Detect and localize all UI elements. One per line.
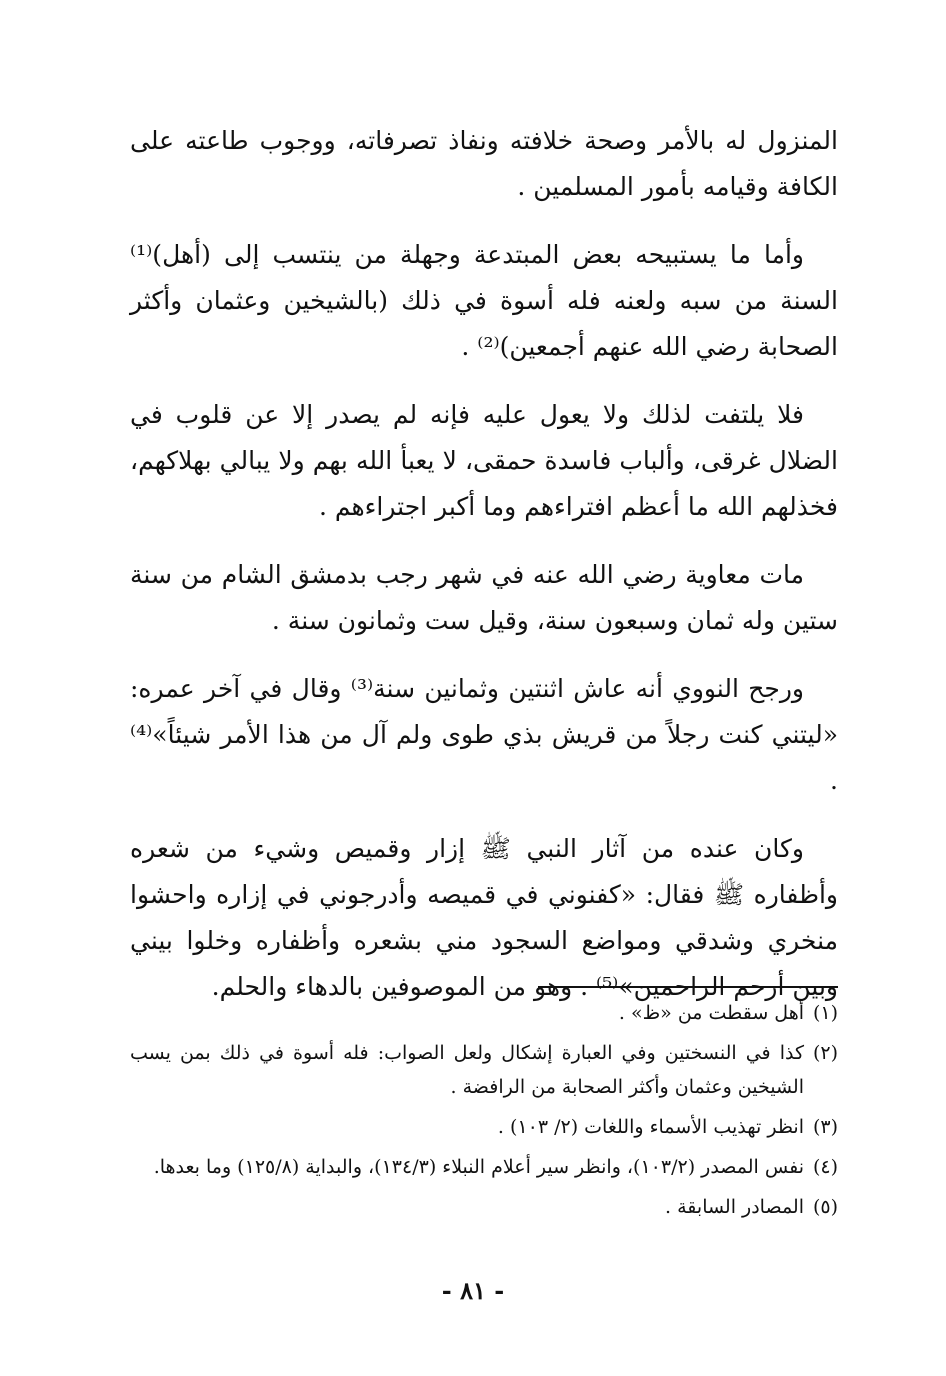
footnote-number: (٥) [812, 1196, 838, 1218]
footnote-item [130, 996, 838, 1030]
paragraph: فلا يلتفت لذلك ولا يعول عليه فإنه لم يصدر إلا عن قلوب في الضلال غرقى، وألباب فاسدة حمقى، لا يعبأ الله بهم ولا يبالي بهلاكهم، فخذلهم الله ما أعظم افتراءهم وما أكبر اجتراءهم . [130, 400, 838, 521]
footnote-text: المصادر السابقة . [665, 1196, 804, 1218]
paragraph: مات معاوية رضي الله عنه في شهر رجب بدمشق الشام من سنة ستين وله ثمان وسبعون سنة، وقيل ست وثمانون سنة . [130, 560, 838, 635]
main-text [130, 118, 838, 1032]
page-number: - ٨١ - [441, 1276, 505, 1305]
footnote-item [130, 1150, 838, 1184]
footnote-item [130, 1036, 838, 1104]
footnote-text: نفس المصدر (١٠٣/٢)، وانظر سير أعلام النبلاء (١٣٤/٣)، والبداية (١٢٥/٨) وما بعدها. [153, 1156, 804, 1178]
footnotes [130, 996, 838, 1230]
footnote-number: (١) [812, 1002, 838, 1024]
footnote-item [130, 1190, 838, 1224]
footnote-text: كذا في النسختين وفي العبارة إشكال ولعل الصواب: فله أسوة في ذلك بمن يسب الشيخين وعثمان وأكثر الصحابة من الرافضة . [130, 1042, 804, 1098]
footnote-number: (٣) [812, 1116, 838, 1138]
footnote-text: أهل سقطت من «ظ» . [618, 1002, 804, 1024]
footnote-number: (٤) [812, 1156, 838, 1178]
footnote-number: (٢) [812, 1042, 838, 1064]
paragraph: ورجح النووي أنه عاش اثنتين وثمانين سنة⁽³⁾ وقال في آخر عمره: «ليتني كنت رجلاً من قريش بذي طوى ولم آل من هذا الأمر شيئاً»⁽⁴⁾ . [130, 674, 838, 795]
footnote-text: انظر تهذيب الأسماء واللغات (٢/ ١٠٣) . [497, 1116, 804, 1138]
paragraph: المنزول له بالأمر وصحة خلافته ونفاذ تصرفاته، ووجوب طاعته على الكافة وقيامه بأمور المسلمين . [130, 126, 838, 201]
paragraph: وأما ما يستبيحه بعض المبتدعة وجهلة من ينتسب إلى (أهل)⁽¹⁾ السنة من سبه ولعنه فله أسوة في ذلك (بالشيخين وعثمان وأكثر الصحابة رضي الله عنهم أجمعين)⁽²⁾ . [130, 240, 838, 361]
paragraph: وكان عنده من آثار النبي ﷺ إزار وقميص وشيء من شعره وأظفاره ﷺ فقال: «كفنوني في قميصه وأدرجوني في إزاره واحشوا منخري وشدقي ومواضع السجود مني بشعره وأظفاره وخلوا بيني وبين أرحم الراحمين»⁽⁵⁾ . وهو من الموصوفين بالدهاء والحلم. [130, 834, 838, 1001]
footnote-item [130, 1110, 838, 1144]
footnote-divider [538, 986, 838, 988]
